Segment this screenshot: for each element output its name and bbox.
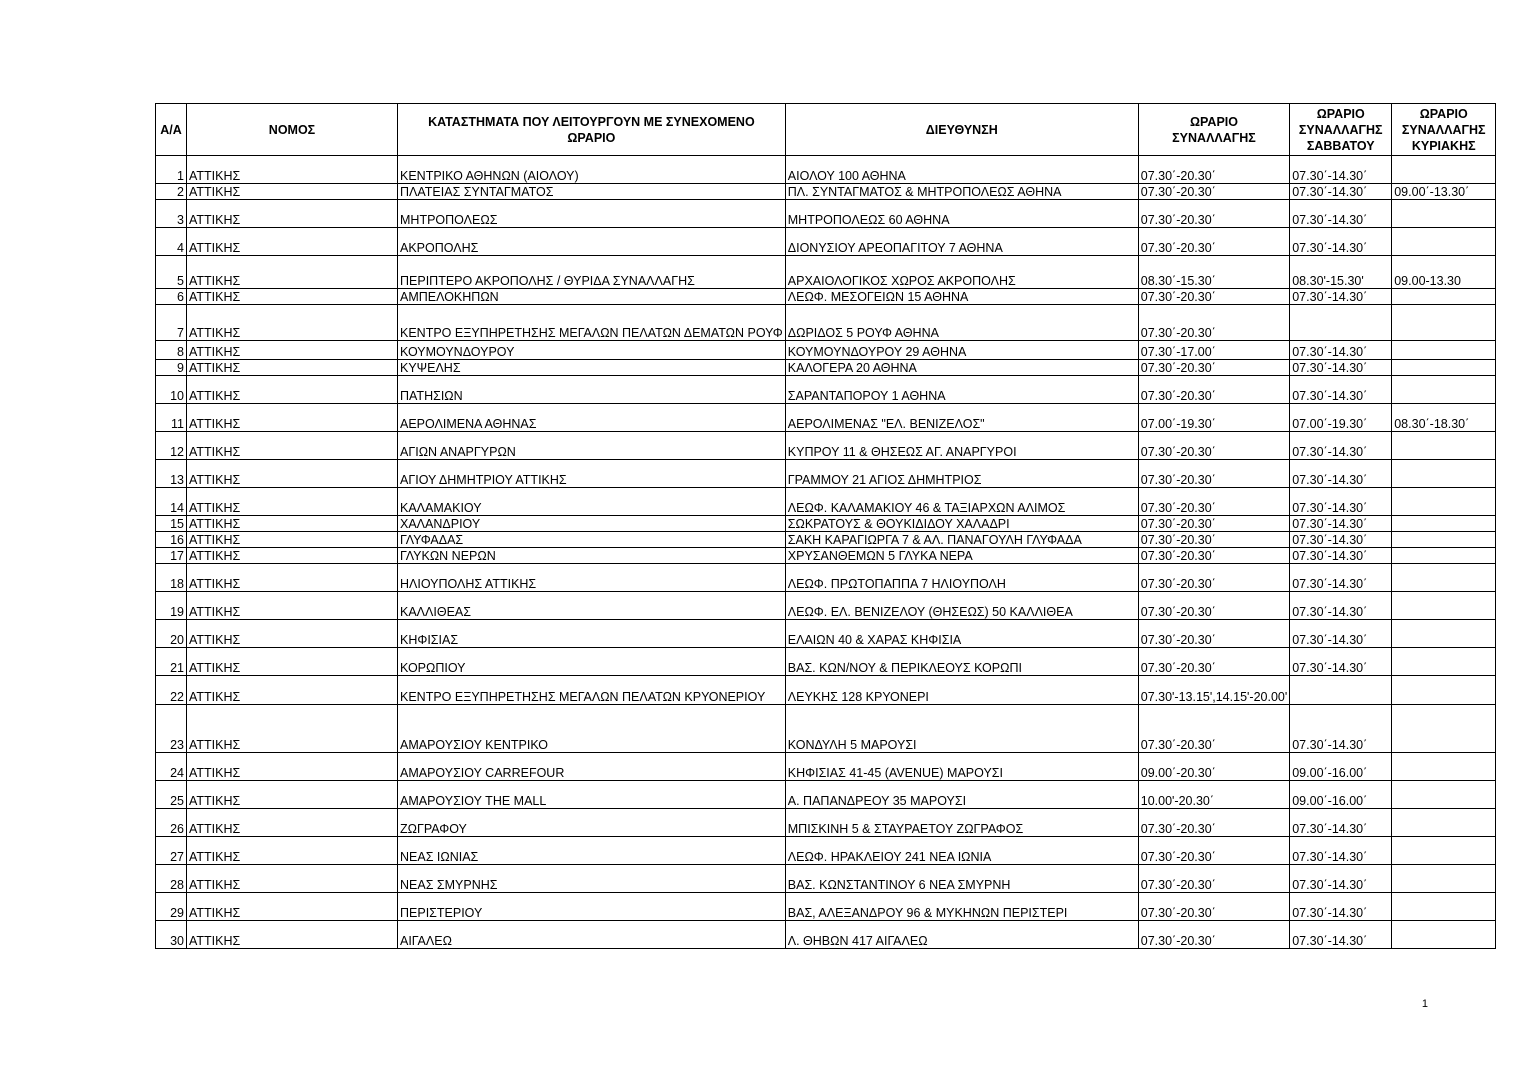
cell-address: ΣΑΚΗ ΚΑΡΑΓΙΩΡΓΑ 7 & ΑΛ. ΠΑΝΑΓΟΥΛΗ ΓΛΥΦΑΔΑ: [785, 532, 1138, 548]
cell-store: ΚΕΝΤΡΟ ΕΞΥΠΗΡΕΤΗΣΗΣ ΜΕΓΑΛΩΝ ΠΕΛΑΤΩΝ ΚΡΥΟΝΕΡΙΟΥ: [398, 676, 786, 705]
cell-saturday-hours: 07.30΄-14.30΄: [1290, 488, 1392, 516]
cell-hours: 07.30΄-20.30΄: [1138, 592, 1289, 620]
table-row: [156, 200, 1496, 228]
cell-address: ΣΑΡΑΝΤΑΠΟΡΟΥ 1 ΑΘΗΝΑ: [785, 376, 1138, 404]
cell-nomos: ΑΤΤΙΚΗΣ: [187, 305, 398, 341]
cell-store: ΑΜΑΡΟΥΣΙΟΥ ΚΕΝΤΡΙΚΟ: [398, 705, 786, 753]
table-row: [156, 376, 1496, 404]
cell-sunday-hours: [1392, 228, 1496, 256]
cell-address: ΒΑΣ. ΚΩΝ/ΝΟΥ & ΠΕΡΙΚΛΕΟΥΣ ΚΟΡΩΠΙ: [785, 648, 1138, 676]
table-row: [156, 592, 1496, 620]
cell-sunday-hours: [1392, 592, 1496, 620]
table-row: [156, 648, 1496, 676]
cell-aa: 4: [156, 228, 187, 256]
cell-address: ΜΗΤΡΟΠΟΛΕΩΣ 60 ΑΘΗΝΑ: [785, 200, 1138, 228]
cell-saturday-hours: 07.30΄-14.30΄: [1290, 516, 1392, 532]
cell-saturday-hours: 07.30΄-14.30΄: [1290, 341, 1392, 360]
cell-saturday-hours: 07.30΄-14.30΄: [1290, 432, 1392, 460]
cell-hours: 07.30΄-20.30΄: [1138, 620, 1289, 648]
cell-address: ΛΕΩΦ. ΠΡΩΤΟΠΑΠΠΑ 7 ΗΛΙΟΥΠΟΛΗ: [785, 564, 1138, 592]
cell-hours: 07.30΄-20.30΄: [1138, 488, 1289, 516]
cell-hours: 07.30΄-20.30΄: [1138, 532, 1289, 548]
page-number: 1: [1421, 998, 1428, 1010]
cell-nomos: ΑΤΤΙΚΗΣ: [187, 460, 398, 488]
cell-address: ΚΟΥΜΟΥΝΔΟΥΡΟΥ 29 ΑΘΗΝΑ: [785, 341, 1138, 360]
cell-aa: 25: [156, 781, 187, 809]
cell-aa: 13: [156, 460, 187, 488]
cell-sunday-hours: 08.30΄-18.30΄: [1392, 404, 1496, 432]
cell-nomos: ΑΤΤΙΚΗΣ: [187, 676, 398, 705]
cell-aa: 18: [156, 564, 187, 592]
cell-saturday-hours: 07.30΄-14.30΄: [1290, 592, 1392, 620]
cell-store: ΖΩΓΡΑΦΟΥ: [398, 809, 786, 837]
cell-hours: 07.30΄-20.30΄: [1138, 921, 1289, 949]
cell-hours: 07.00΄-19.30΄: [1138, 404, 1289, 432]
cell-saturday-hours: [1290, 305, 1392, 341]
cell-saturday-hours: 07.30΄-14.30΄: [1290, 564, 1392, 592]
cell-store: ΗΛΙΟΥΠΟΛΗΣ ΑΤΤΙΚΗΣ: [398, 564, 786, 592]
cell-aa: 9: [156, 360, 187, 376]
header-aa: Α/Α: [156, 104, 187, 156]
cell-sunday-hours: 09.00΄-13.30΄: [1392, 184, 1496, 200]
cell-store: ΚΑΛΛΙΘΕΑΣ: [398, 592, 786, 620]
cell-nomos: ΑΤΤΙΚΗΣ: [187, 516, 398, 532]
header-nomos: ΝΟΜΟΣ: [187, 104, 398, 156]
table-row: [156, 184, 1496, 200]
cell-sunday-hours: [1392, 516, 1496, 532]
cell-saturday-hours: 07.30΄-14.30΄: [1290, 865, 1392, 893]
cell-sunday-hours: [1392, 360, 1496, 376]
header-address: ΔΙΕΥΘΥΝΣΗ: [785, 104, 1138, 156]
cell-store: ΝΕΑΣ ΣΜΥΡΝΗΣ: [398, 865, 786, 893]
cell-aa: 16: [156, 532, 187, 548]
cell-hours: 07.30΄-20.30΄: [1138, 648, 1289, 676]
cell-saturday-hours: 09.00΄-16.00΄: [1290, 781, 1392, 809]
table-row: [156, 548, 1496, 564]
cell-hours: 07.30΄-20.30΄: [1138, 228, 1289, 256]
cell-nomos: ΑΤΤΙΚΗΣ: [187, 488, 398, 516]
header-hours: ΩΡΑΡΙΟ ΣΥΝΑΛΛΑΓΗΣ: [1138, 104, 1289, 156]
cell-aa: 27: [156, 837, 187, 865]
cell-saturday-hours: 07.30΄-14.30΄: [1290, 648, 1392, 676]
cell-aa: 8: [156, 341, 187, 360]
cell-hours: 07.30'-13.15',14.15'-20.00': [1138, 676, 1289, 705]
cell-sunday-hours: [1392, 305, 1496, 341]
cell-address: ΚΥΠΡΟΥ 11 & ΘΗΣΕΩΣ ΑΓ. ΑΝΑΡΓΥΡΟΙ: [785, 432, 1138, 460]
stores-table: [155, 103, 1496, 949]
cell-aa: 5: [156, 256, 187, 289]
cell-address: ΑΡΧΑΙΟΛΟΓΙΚΟΣ ΧΩΡΟΣ ΑΚΡΟΠΟΛΗΣ: [785, 256, 1138, 289]
cell-address: ΑΕΡΟΛΙΜΕΝΑΣ "ΕΛ. ΒΕΝΙΖΕΛΟΣ": [785, 404, 1138, 432]
cell-address: ΛΕΩΦ. ΕΛ. ΒΕΝΙΖΕΛΟΥ (ΘΗΣΕΩΣ) 50 ΚΑΛΛΙΘΕΑ: [785, 592, 1138, 620]
cell-aa: 11: [156, 404, 187, 432]
cell-store: ΑΚΡΟΠΟΛΗΣ: [398, 228, 786, 256]
cell-nomos: ΑΤΤΙΚΗΣ: [187, 200, 398, 228]
cell-aa: 10: [156, 376, 187, 404]
cell-aa: 6: [156, 289, 187, 305]
cell-sunday-hours: [1392, 753, 1496, 781]
table-row: [156, 516, 1496, 532]
table-row: [156, 753, 1496, 781]
cell-hours: 07.30΄-20.30΄: [1138, 548, 1289, 564]
cell-sunday-hours: [1392, 781, 1496, 809]
table-row: [156, 341, 1496, 360]
cell-nomos: ΑΤΤΙΚΗΣ: [187, 648, 398, 676]
table-row: [156, 228, 1496, 256]
header-saturday-hours: ΩΡΑΡΙΟ ΣΥΝΑΛΛΑΓΗΣ ΣΑΒΒΑΤΟΥ: [1290, 104, 1392, 156]
table-row: [156, 488, 1496, 516]
cell-sunday-hours: [1392, 620, 1496, 648]
table-row: [156, 705, 1496, 753]
cell-sunday-hours: [1392, 432, 1496, 460]
cell-hours: 07.30΄-20.30΄: [1138, 432, 1289, 460]
cell-aa: 17: [156, 548, 187, 564]
cell-sunday-hours: [1392, 705, 1496, 753]
cell-address: ΧΡΥΣΑΝΘΕΜΩΝ 5 ΓΛΥΚΑ ΝΕΡΑ: [785, 548, 1138, 564]
table-row: [156, 404, 1496, 432]
cell-aa: 26: [156, 809, 187, 837]
cell-store: ΑΜΑΡΟΥΣΙΟΥ THE MALL: [398, 781, 786, 809]
cell-saturday-hours: 07.30΄-14.30΄: [1290, 289, 1392, 305]
cell-address: ΚΟΝΔΥΛΗ 5 ΜΑΡΟΥΣΙ: [785, 705, 1138, 753]
cell-nomos: ΑΤΤΙΚΗΣ: [187, 184, 398, 200]
table-row: [156, 676, 1496, 705]
cell-nomos: ΑΤΤΙΚΗΣ: [187, 256, 398, 289]
cell-store: ΓΛΥΚΩΝ ΝΕΡΩΝ: [398, 548, 786, 564]
cell-store: ΑΙΓΑΛΕΩ: [398, 921, 786, 949]
cell-saturday-hours: 07.30΄-14.30΄: [1290, 893, 1392, 921]
cell-saturday-hours: 07.30΄-14.30΄: [1290, 921, 1392, 949]
cell-nomos: ΑΤΤΙΚΗΣ: [187, 532, 398, 548]
cell-saturday-hours: 07.30΄-14.30΄: [1290, 809, 1392, 837]
cell-nomos: ΑΤΤΙΚΗΣ: [187, 360, 398, 376]
cell-nomos: ΑΤΤΙΚΗΣ: [187, 564, 398, 592]
cell-sunday-hours: [1392, 488, 1496, 516]
cell-hours: 07.30΄-20.30΄: [1138, 516, 1289, 532]
cell-address: ΚΗΦΙΣΙΑΣ 41-45 (AVENUE) ΜΑΡΟΥΣΙ: [785, 753, 1138, 781]
cell-hours: 07.30΄-17.00΄: [1138, 341, 1289, 360]
table-row: [156, 893, 1496, 921]
table-row: [156, 289, 1496, 305]
table-row: [156, 256, 1496, 289]
cell-address: ΑΙΟΛΟΥ 100 ΑΘΗΝΑ: [785, 156, 1138, 184]
table-row: [156, 460, 1496, 488]
cell-hours: 07.30΄-20.30΄: [1138, 156, 1289, 184]
cell-nomos: ΑΤΤΙΚΗΣ: [187, 837, 398, 865]
cell-aa: 30: [156, 921, 187, 949]
cell-store: ΚΟΡΩΠΙΟΥ: [398, 648, 786, 676]
cell-hours: 07.30΄-20.30΄: [1138, 837, 1289, 865]
table-row: [156, 305, 1496, 341]
cell-saturday-hours: 07.30΄-14.30΄: [1290, 460, 1392, 488]
table-row: [156, 781, 1496, 809]
cell-sunday-hours: [1392, 289, 1496, 305]
cell-address: ΔΙΟΝΥΣΙΟΥ ΑΡΕΟΠΑΓΙΤΟΥ 7 ΑΘΗΝΑ: [785, 228, 1138, 256]
cell-saturday-hours: 07.30΄-14.30΄: [1290, 360, 1392, 376]
cell-address: ΛΕΩΦ. ΗΡΑΚΛΕΙΟΥ 241 ΝΕΑ ΙΩΝΙΑ: [785, 837, 1138, 865]
cell-store: ΑΓΙΩΝ ΑΝΑΡΓΥΡΩΝ: [398, 432, 786, 460]
cell-sunday-hours: [1392, 564, 1496, 592]
cell-hours: 08.30΄-15.30΄: [1138, 256, 1289, 289]
cell-saturday-hours: 07.30΄-14.30΄: [1290, 200, 1392, 228]
table-row: [156, 921, 1496, 949]
cell-aa: 28: [156, 865, 187, 893]
cell-store: ΚΕΝΤΡΟ ΕΞΥΠΗΡΕΤΗΣΗΣ ΜΕΓΑΛΩΝ ΠΕΛΑΤΩΝ ΔΕΜΑΤΩΝ ΡΟΥΦ: [398, 305, 786, 341]
cell-aa: 24: [156, 753, 187, 781]
cell-sunday-hours: [1392, 341, 1496, 360]
cell-address: ΚΑΛΟΓΕΡΑ 20 ΑΘΗΝΑ: [785, 360, 1138, 376]
cell-saturday-hours: 07.30΄-14.30΄: [1290, 548, 1392, 564]
cell-nomos: ΑΤΤΙΚΗΣ: [187, 592, 398, 620]
table-row: [156, 564, 1496, 592]
cell-nomos: ΑΤΤΙΚΗΣ: [187, 228, 398, 256]
cell-hours: 09.00΄-20.30΄: [1138, 753, 1289, 781]
cell-sunday-hours: [1392, 837, 1496, 865]
cell-nomos: ΑΤΤΙΚΗΣ: [187, 404, 398, 432]
cell-nomos: ΑΤΤΙΚΗΣ: [187, 865, 398, 893]
cell-nomos: ΑΤΤΙΚΗΣ: [187, 432, 398, 460]
cell-saturday-hours: [1290, 676, 1392, 705]
cell-hours: 07.30΄-20.30΄: [1138, 809, 1289, 837]
cell-store: ΠΛΑΤΕΙΑΣ ΣΥΝΤΑΓΜΑΤΟΣ: [398, 184, 786, 200]
cell-store: ΠΕΡΙΠΤΕΡΟ ΑΚΡΟΠΟΛΗΣ / ΘΥΡΙΔΑ ΣΥΝΑΛΛΑΓΗΣ: [398, 256, 786, 289]
cell-hours: 07.30΄-20.30΄: [1138, 289, 1289, 305]
table-row: [156, 360, 1496, 376]
header-stores: ΚΑΤΑΣΤΗΜΑΤΑ ΠΟΥ ΛΕΙΤΟΥΡΓΟΥΝ ΜΕ ΣΥΝΕΧΟΜΕΝΟ ΩΡΑΡΙΟ: [398, 104, 786, 156]
cell-hours: 10.00'-20.30΄: [1138, 781, 1289, 809]
cell-address: Λ. ΘΗΒΩΝ 417 ΑΙΓΑΛΕΩ: [785, 921, 1138, 949]
cell-sunday-hours: [1392, 648, 1496, 676]
cell-address: ΔΩΡΙΔΟΣ 5 ΡΟΥΦ ΑΘΗΝΑ: [785, 305, 1138, 341]
cell-sunday-hours: [1392, 921, 1496, 949]
cell-saturday-hours: 07.30΄-14.30΄: [1290, 620, 1392, 648]
table-row: [156, 532, 1496, 548]
cell-nomos: ΑΤΤΙΚΗΣ: [187, 376, 398, 404]
table-row: [156, 809, 1496, 837]
cell-address: Α. ΠΑΠΑΝΔΡΕΟΥ 35 ΜΑΡΟΥΣΙ: [785, 781, 1138, 809]
cell-sunday-hours: [1392, 676, 1496, 705]
cell-store: ΠΕΡΙΣΤΕΡΙΟΥ: [398, 893, 786, 921]
cell-saturday-hours: 07.00΄-19.30΄: [1290, 404, 1392, 432]
cell-hours: 07.30΄-20.30΄: [1138, 865, 1289, 893]
cell-saturday-hours: 07.30΄-14.30΄: [1290, 705, 1392, 753]
cell-store: ΚΟΥΜΟΥΝΔΟΥΡΟΥ: [398, 341, 786, 360]
cell-store: ΧΑΛΑΝΔΡΙΟΥ: [398, 516, 786, 532]
cell-address: ΜΠΙΣΚΙΝΗ 5 & ΣΤΑΥΡΑΕΤΟΥ ΖΩΓΡΑΦΟΣ: [785, 809, 1138, 837]
cell-sunday-hours: [1392, 532, 1496, 548]
cell-address: ΛΕΩΦ. ΜΕΣΟΓΕΙΩΝ 15 ΑΘΗΝΑ: [785, 289, 1138, 305]
cell-store: ΚΕΝΤΡΙΚΟ ΑΘΗΝΩΝ (ΑΙΟΛΟΥ): [398, 156, 786, 184]
cell-aa: 23: [156, 705, 187, 753]
table-row: [156, 432, 1496, 460]
cell-address: ΕΛΑΙΩΝ 40 & ΧΑΡΑΣ ΚΗΦΙΣΙΑ: [785, 620, 1138, 648]
cell-sunday-hours: [1392, 156, 1496, 184]
cell-store: ΓΛΥΦΑΔΑΣ: [398, 532, 786, 548]
cell-address: ΓΡΑΜΜΟΥ 21 ΑΓΙΟΣ ΔΗΜΗΤΡΙΟΣ: [785, 460, 1138, 488]
cell-sunday-hours: [1392, 460, 1496, 488]
cell-nomos: ΑΤΤΙΚΗΣ: [187, 753, 398, 781]
cell-sunday-hours: [1392, 200, 1496, 228]
cell-aa: 2: [156, 184, 187, 200]
cell-aa: 12: [156, 432, 187, 460]
cell-hours: 07.30΄-20.30΄: [1138, 705, 1289, 753]
cell-hours: 07.30΄-20.30΄: [1138, 184, 1289, 200]
cell-aa: 20: [156, 620, 187, 648]
cell-nomos: ΑΤΤΙΚΗΣ: [187, 156, 398, 184]
cell-address: ΠΛ. ΣΥΝΤΑΓΜΑΤΟΣ & ΜΗΤΡΟΠΟΛΕΩΣ ΑΘΗΝΑ: [785, 184, 1138, 200]
cell-sunday-hours: [1392, 548, 1496, 564]
cell-aa: 1: [156, 156, 187, 184]
table-row: [156, 620, 1496, 648]
cell-nomos: ΑΤΤΙΚΗΣ: [187, 548, 398, 564]
cell-store: ΚΑΛΑΜΑΚΙΟΥ: [398, 488, 786, 516]
cell-nomos: ΑΤΤΙΚΗΣ: [187, 893, 398, 921]
cell-nomos: ΑΤΤΙΚΗΣ: [187, 705, 398, 753]
cell-nomos: ΑΤΤΙΚΗΣ: [187, 781, 398, 809]
cell-store: ΑΜΠΕΛΟΚΗΠΩΝ: [398, 289, 786, 305]
cell-hours: 07.30΄-20.30΄: [1138, 893, 1289, 921]
cell-hours: 07.30΄-20.30΄: [1138, 200, 1289, 228]
cell-saturday-hours: 07.30΄-14.30΄: [1290, 532, 1392, 548]
cell-saturday-hours: 08.30'-15.30': [1290, 256, 1392, 289]
cell-aa: 7: [156, 305, 187, 341]
cell-aa: 14: [156, 488, 187, 516]
cell-nomos: ΑΤΤΙΚΗΣ: [187, 341, 398, 360]
cell-aa: 29: [156, 893, 187, 921]
cell-nomos: ΑΤΤΙΚΗΣ: [187, 289, 398, 305]
cell-store: ΝΕΑΣ ΙΩΝΙΑΣ: [398, 837, 786, 865]
cell-saturday-hours: 07.30΄-14.30΄: [1290, 156, 1392, 184]
table-row: [156, 865, 1496, 893]
cell-sunday-hours: [1392, 865, 1496, 893]
cell-store: ΚΥΨΕΛΗΣ: [398, 360, 786, 376]
cell-hours: 07.30΄-20.30΄: [1138, 305, 1289, 341]
cell-aa: 22: [156, 676, 187, 705]
cell-store: ΑΕΡΟΛΙΜΕΝΑ ΑΘΗΝΑΣ: [398, 404, 786, 432]
cell-saturday-hours: 07.30΄-14.30΄: [1290, 228, 1392, 256]
cell-address: ΣΩΚΡΑΤΟΥΣ & ΘΟΥΚΙΔΙΔΟΥ ΧΑΛΑΔΡΙ: [785, 516, 1138, 532]
cell-saturday-hours: 07.30΄-14.30΄: [1290, 376, 1392, 404]
cell-saturday-hours: 07.30΄-14.30΄: [1290, 837, 1392, 865]
cell-aa: 3: [156, 200, 187, 228]
cell-aa: 15: [156, 516, 187, 532]
cell-nomos: ΑΤΤΙΚΗΣ: [187, 809, 398, 837]
cell-sunday-hours: [1392, 376, 1496, 404]
cell-sunday-hours: [1392, 893, 1496, 921]
cell-hours: 07.30΄-20.30΄: [1138, 564, 1289, 592]
table-row: [156, 837, 1496, 865]
cell-address: ΒΑΣ. ΚΩΝΣΤΑΝΤΙΝΟΥ 6 ΝΕΑ ΣΜΥΡΝΗ: [785, 865, 1138, 893]
cell-nomos: ΑΤΤΙΚΗΣ: [187, 620, 398, 648]
cell-store: ΑΜΑΡΟΥΣΙΟΥ CARREFOUR: [398, 753, 786, 781]
cell-sunday-hours: 09.00-13.30: [1392, 256, 1496, 289]
header-row: [156, 104, 1496, 156]
cell-address: ΒΑΣ, ΑΛΕΞΑΝΔΡΟΥ 96 & ΜΥΚΗΝΩΝ ΠΕΡΙΣΤΕΡΙ: [785, 893, 1138, 921]
cell-store: ΜΗΤΡΟΠΟΛΕΩΣ: [398, 200, 786, 228]
cell-aa: 19: [156, 592, 187, 620]
cell-nomos: ΑΤΤΙΚΗΣ: [187, 921, 398, 949]
cell-saturday-hours: 07.30΄-14.30΄: [1290, 184, 1392, 200]
cell-hours: 07.30΄-20.30΄: [1138, 360, 1289, 376]
cell-store: ΚΗΦΙΣΙΑΣ: [398, 620, 786, 648]
cell-sunday-hours: [1392, 809, 1496, 837]
cell-address: ΛΕΩΦ. ΚΑΛΑΜΑΚΙΟΥ 46 & ΤΑΞΙΑΡΧΩΝ ΑΛΙΜΟΣ: [785, 488, 1138, 516]
cell-saturday-hours: 09.00΄-16.00΄: [1290, 753, 1392, 781]
table-row: [156, 156, 1496, 184]
cell-hours: 07.30΄-20.30΄: [1138, 460, 1289, 488]
cell-store: ΑΓΙΟΥ ΔΗΜΗΤΡΙΟΥ ΑΤΤΙΚΗΣ: [398, 460, 786, 488]
cell-hours: 07.30΄-20.30΄: [1138, 376, 1289, 404]
cell-aa: 21: [156, 648, 187, 676]
cell-address: ΛΕΥΚΗΣ 128 ΚΡΥΟΝΕΡΙ: [785, 676, 1138, 705]
cell-store: ΠΑΤΗΣΙΩΝ: [398, 376, 786, 404]
header-sunday-hours: ΩΡΑΡΙΟ ΣΥΝΑΛΛΑΓΗΣ ΚΥΡΙΑΚΗΣ: [1392, 104, 1496, 156]
